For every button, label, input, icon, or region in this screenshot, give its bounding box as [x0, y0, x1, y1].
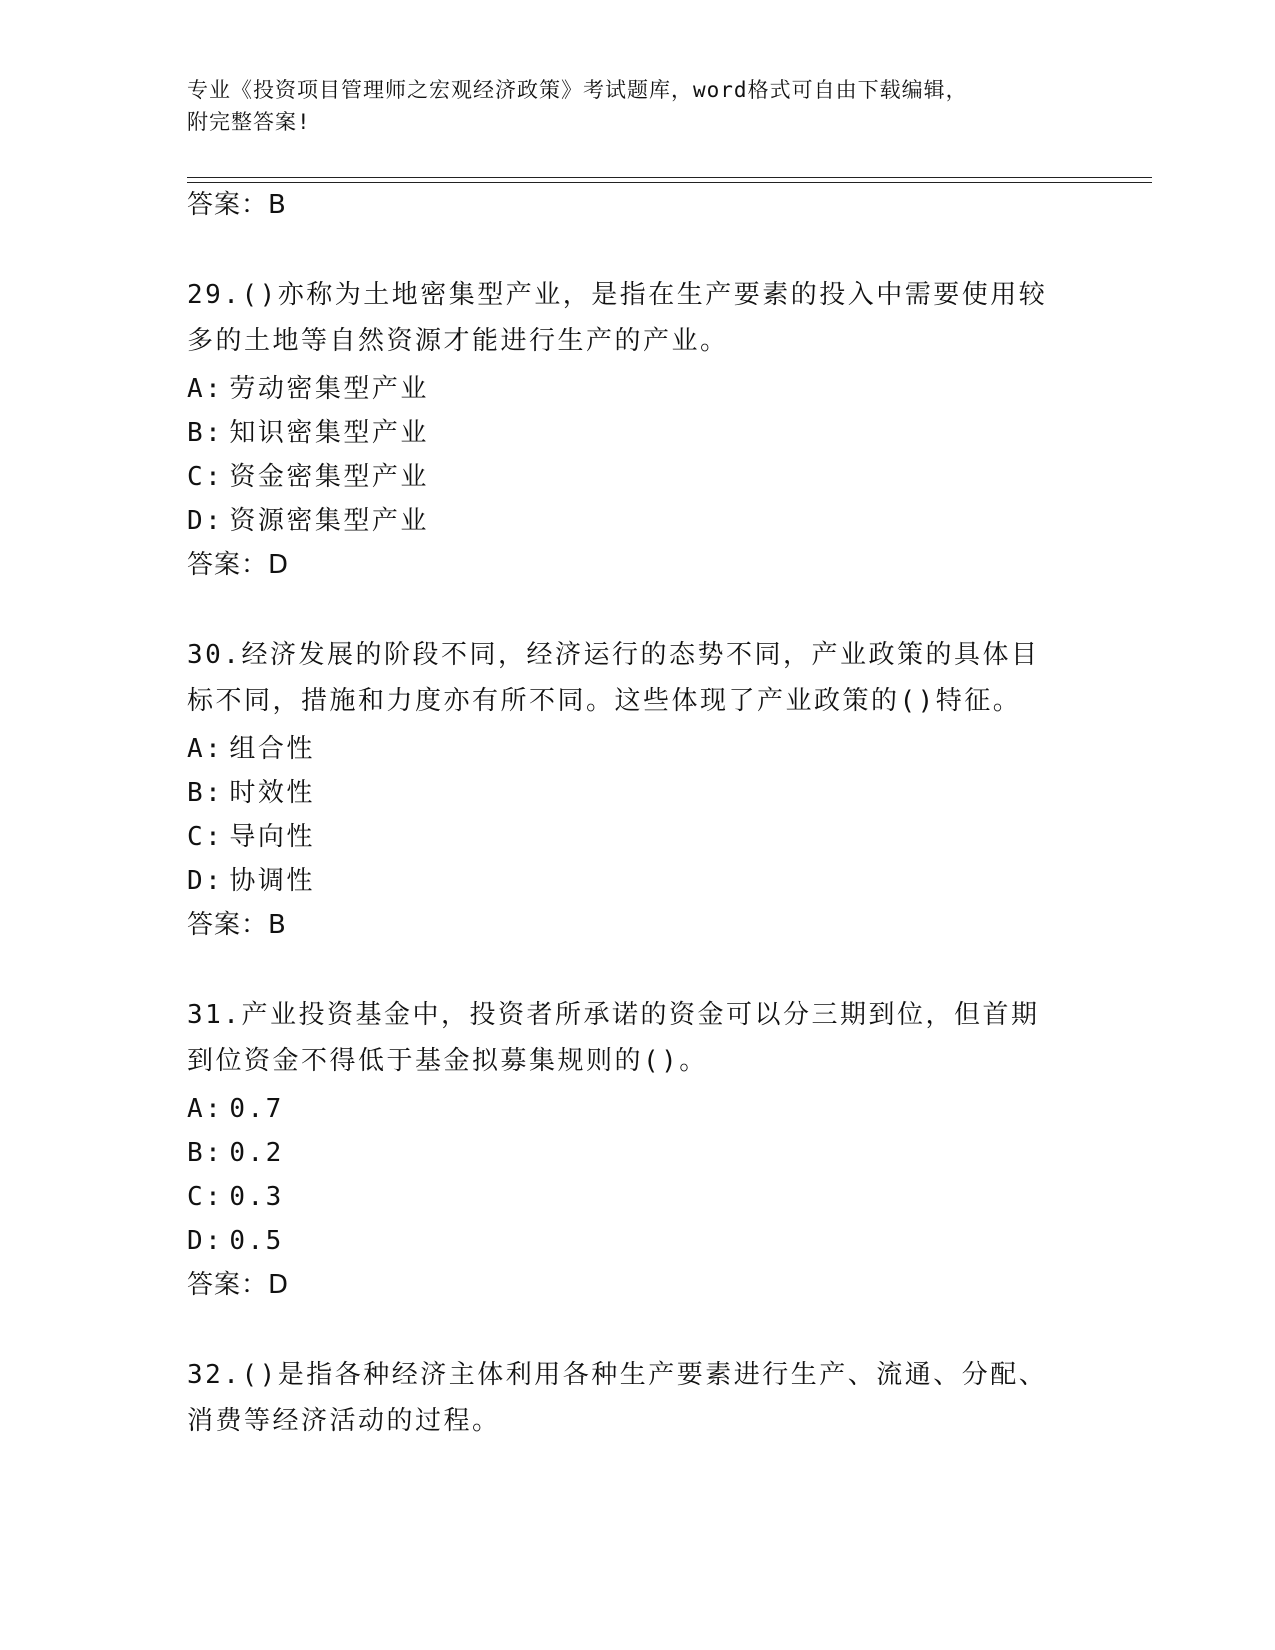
question-29-option-a	[187, 372, 429, 406]
option-key: A:	[187, 734, 224, 764]
option-key: B:	[187, 1138, 224, 1168]
option-text: 0.7	[229, 1094, 284, 1124]
option-text: 0.3	[229, 1182, 284, 1212]
question-30-option-a	[187, 732, 315, 766]
option-text: 0.2	[229, 1138, 284, 1168]
option-text: 0.5	[229, 1226, 284, 1256]
option-text: 组合性	[229, 734, 315, 764]
question-30-answer: 答案：B	[187, 910, 287, 940]
option-text: 协调性	[229, 866, 315, 896]
header-divider-top	[187, 177, 1152, 178]
question-31-answer: 答案：D	[187, 1270, 290, 1300]
question-29-option-b	[187, 416, 429, 450]
option-text: 知识密集型产业	[229, 418, 429, 448]
question-31-option-a	[187, 1092, 284, 1126]
option-key: A:	[187, 374, 224, 404]
question-31-option-b	[187, 1136, 284, 1170]
header-line-1: 专业《投资项目管理师之宏观经济政策》考试题库，word格式可自由下载编辑，	[187, 78, 968, 102]
option-key: D:	[187, 1226, 224, 1256]
header-line-2: 附完整答案!	[187, 110, 311, 134]
option-text: 资金密集型产业	[229, 462, 429, 492]
option-key: C:	[187, 1182, 224, 1212]
question-31-text: 31.产业投资基金中，投资者所承诺的资金可以分三期到位，但首期到位资金不得低于基金拟募集规则的()。	[187, 1000, 1040, 1076]
question-31-option-d	[187, 1224, 284, 1258]
option-text: 劳动密集型产业	[229, 374, 429, 404]
question-31-option-c	[187, 1180, 284, 1214]
question-29-option-c	[187, 460, 429, 494]
option-key: D:	[187, 866, 224, 896]
option-text: 时效性	[229, 778, 315, 808]
option-key: B:	[187, 418, 224, 448]
question-29-option-d	[187, 504, 429, 538]
previous-answer: 答案：B	[187, 190, 287, 220]
option-key: C:	[187, 822, 224, 852]
option-text: 资源密集型产业	[229, 506, 429, 536]
question-32-text: 32.()是指各种经济主体利用各种生产要素进行生产、流通、分配、消费等经济活动的过程。	[187, 1360, 1048, 1436]
question-30-option-c	[187, 820, 315, 854]
option-key: C:	[187, 462, 224, 492]
question-30-text: 30.经济发展的阶段不同，经济运行的态势不同，产业政策的具体目标不同，措施和力度亦有所不同。这些体现了产业政策的()特征。	[187, 640, 1040, 716]
question-29-answer: 答案：D	[187, 550, 290, 580]
question-29-text: 29.()亦称为土地密集型产业，是指在生产要素的投入中需要使用较多的土地等自然资源才能进行生产的产业。	[187, 280, 1048, 356]
document-header	[187, 74, 1067, 138]
option-key: D:	[187, 506, 224, 536]
option-key: A:	[187, 1094, 224, 1124]
option-key: B:	[187, 778, 224, 808]
question-30-option-b	[187, 776, 315, 810]
question-30-option-d	[187, 864, 315, 898]
option-text: 导向性	[229, 822, 315, 852]
header-divider-bottom	[187, 182, 1152, 183]
